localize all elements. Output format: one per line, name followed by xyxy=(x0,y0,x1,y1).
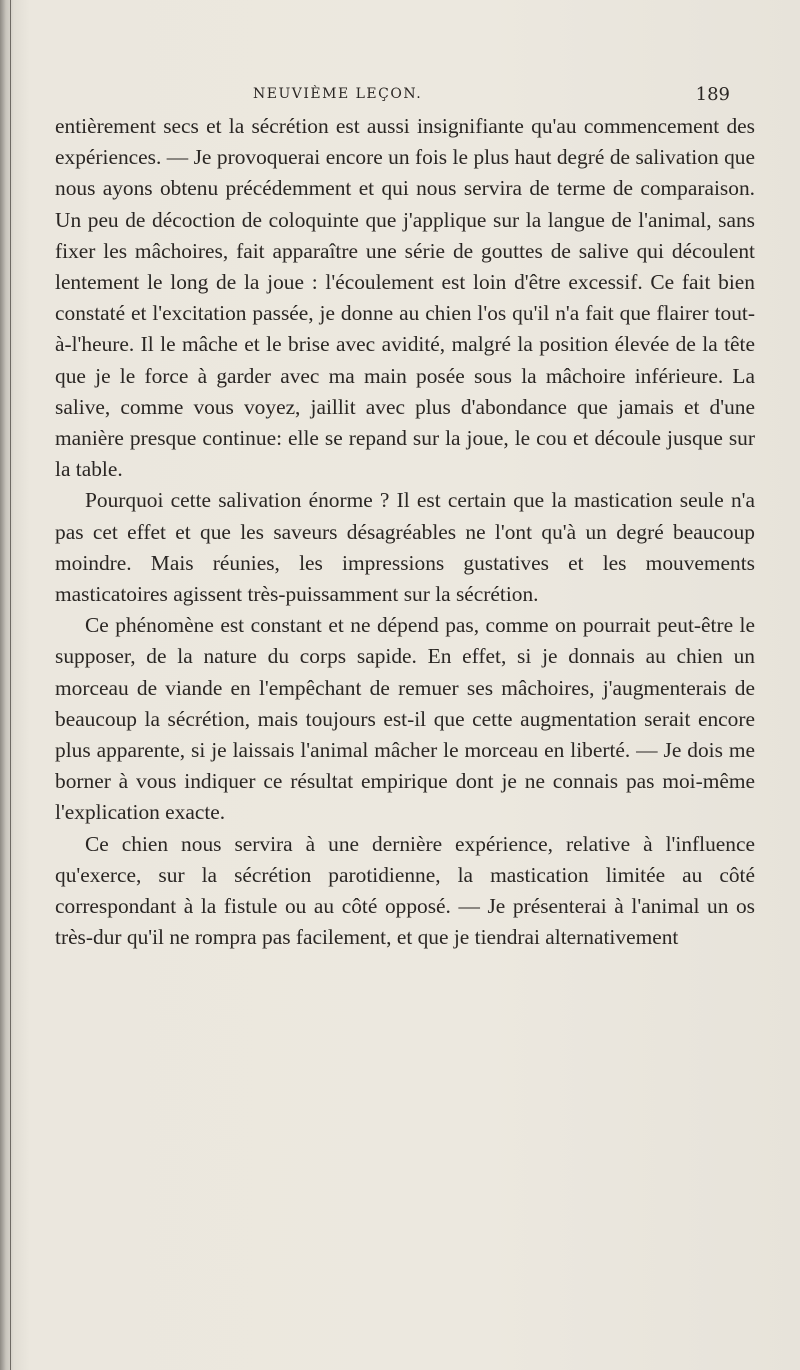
paragraph: Ce chien nous servira à une dernière expérience, relative à l'influence qu'exerce, sur la sécrétion parotidienne, la mastication limitée au côté correspondant à la fistule ou au côté opposé. — Je présenterai à l'animal un os très-dur qu'il ne rompra pas facilement, et que je tiendrai alternativement xyxy=(55,831,755,950)
paragraph: entièrement secs et la sécrétion est aussi insignifiante qu'au commencement des expériences. — Je provoquerai encore un fois le plus haut degré de salivation que nous ayons obtenu précédemment et qui nous servira de terme de comparaison. Un peu de décoction de coloquinte que j'applique sur la langue de l'animal, sans fixer les mâchoires, fait apparaître une série de gouttes de salive qui découlent lentement le long de la joue : l'écoulement est loin d'être excessif. Ce fait bien constaté et l'excitation passée, je donne au chien l'os qu'il n'a fait que flairer tout-à-l'heure. Il le mâche et le brise avec avidité, malgré la position élevée de la tête que je le force à garder avec ma main posée sous la mâchoire inférieure. La salive, comme vous voyez, jaillit avec plus d'abondance que jamais et d'une manière presque continue: elle se repand sur la joue, le cou et découle jusque sur la table. xyxy=(55,114,755,482)
paragraph: Pourquoi cette salivation énorme ? Il est certain que la mastication seule n'a pas cet effet et que les saveurs désagréables ne l'ont qu'à un degré beaucoup moindre. Mais réunies, les impressions gustatives et les mouvements masticatoires agissent très-puissamment sur la sécrétion. xyxy=(55,488,755,607)
body-text xyxy=(55,111,755,953)
page-number: 189 xyxy=(695,84,730,105)
chapter-heading: NEUVIÈME LEÇON. xyxy=(253,86,423,102)
page-binding-shadow xyxy=(0,0,14,1370)
paragraph: Ce phénomène est constant et ne dépend pas, comme on pourrait peut-être le supposer, de la nature du corps sapide. En effet, si je donnais au chien un morceau de viande en l'empêchant de remuer ses mâchoires, j'augmenterais de beaucoup la sécrétion, mais toujours est-il que cette augmentation serait encore plus apparente, si je laissais l'animal mâcher le morceau en liberté. — Je dois me borner à vous indiquer ce résultat empirique dont je ne connais pas moi-même l'explication exacte. xyxy=(55,613,755,825)
page-binding-edge xyxy=(10,0,11,1370)
running-header xyxy=(55,86,755,110)
